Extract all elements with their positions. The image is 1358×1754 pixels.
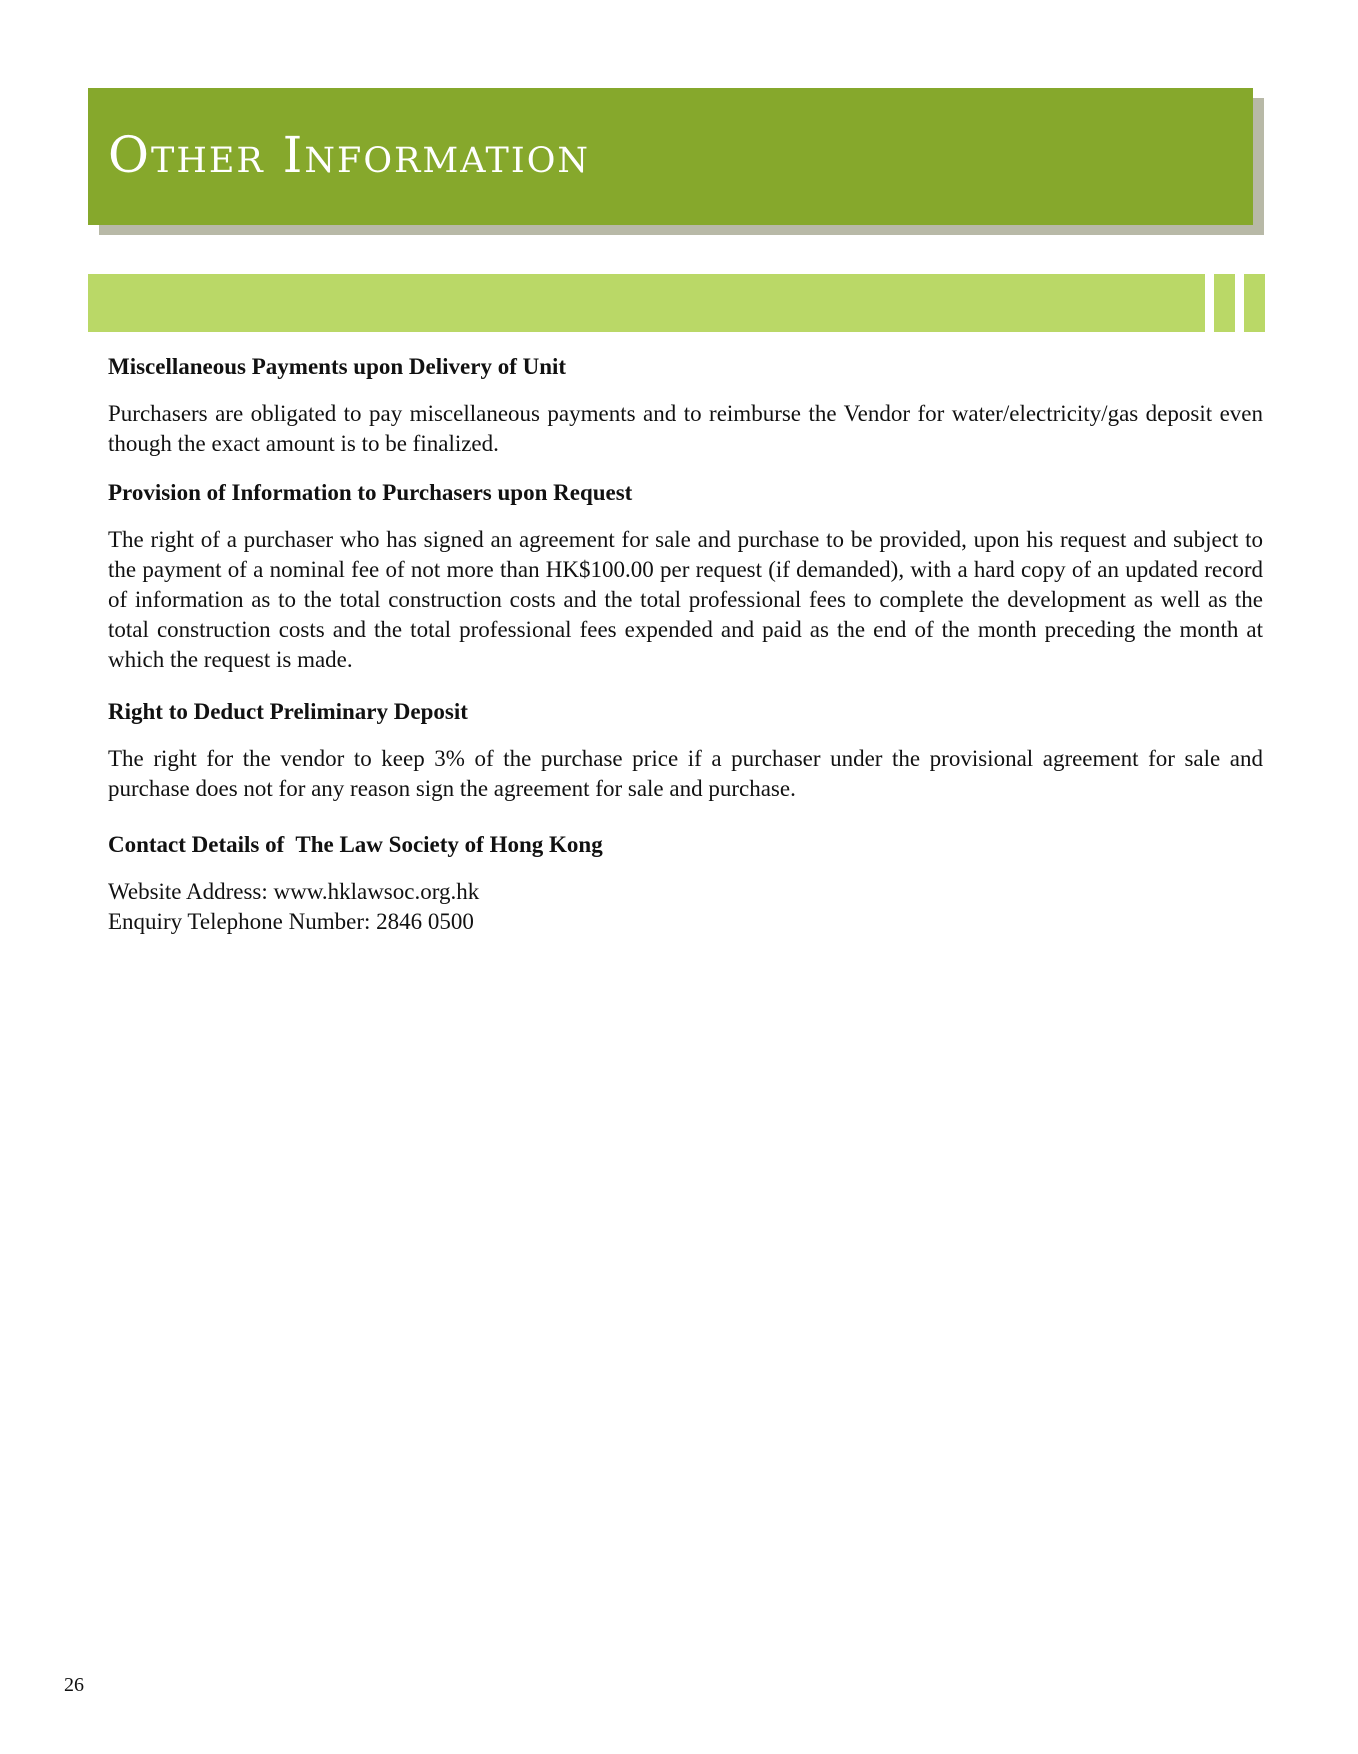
page-title: Other Information <box>108 126 591 184</box>
section-body: Purchasers are obligated to pay miscellaneous payments and to reimburse the Vendor for water/electricity/gas deposit even though the exact amount is to be finalized. <box>108 401 1263 456</box>
decorative-stripe-left <box>1214 274 1235 332</box>
title-banner <box>88 88 1253 225</box>
website-address: Website Address: www.hklawsoc.org.hk <box>108 879 480 904</box>
section-heading: Right to Deduct Preliminary Deposit <box>108 699 468 724</box>
section-contact-details <box>108 830 1263 937</box>
page-number: 26 <box>64 1674 84 1696</box>
section-provision-of-information <box>108 478 1263 675</box>
section-heading: Contact Details of The Law Society of Hong Kong <box>108 832 603 857</box>
decorative-stripe-right <box>1244 274 1265 332</box>
section-right-to-deduct-deposit <box>108 697 1263 804</box>
decorative-subbar <box>88 274 1205 332</box>
main-content <box>108 352 1263 937</box>
section-body: The right for the vendor to keep 3% of the purchase price if a purchaser under the provisional agreement for sale and purchase does not for any reason sign the agreement for sale and purchase. <box>108 746 1263 801</box>
contact-info <box>108 877 1263 937</box>
section-heading: Provision of Information to Purchasers upon Request <box>108 480 633 505</box>
section-miscellaneous-payments <box>108 352 1263 459</box>
section-heading: Miscellaneous Payments upon Delivery of Unit <box>108 354 567 379</box>
enquiry-telephone: Enquiry Telephone Number: 2846 0500 <box>108 909 474 934</box>
section-body: The right of a purchaser who has signed an agreement for sale and purchase to be provided, upon his request and subject to the payment of a nominal fee of not more than HK$100.00 per request (if demanded), with a hard copy of an updated record of information as to the total construction costs and the total professional fees to complete the development as well as the total construction costs and the total professional fees expended and paid as the end of the month preceding the month at which the request is made. <box>108 527 1263 672</box>
